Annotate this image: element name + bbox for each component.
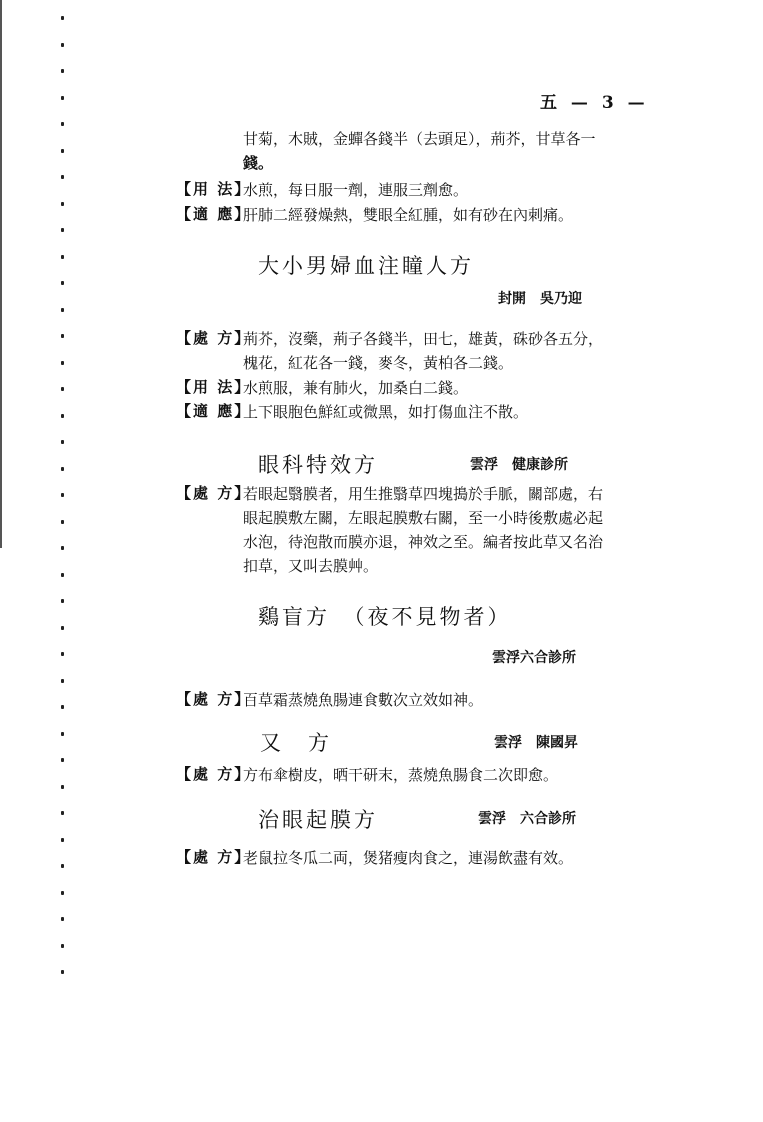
text-line: 百草霜蒸燒魚腸連食數次立效如神。 bbox=[243, 691, 484, 709]
binding-hole-dot bbox=[61, 122, 64, 126]
binding-hole-dot bbox=[61, 546, 64, 550]
binding-hole-dot bbox=[61, 361, 64, 365]
section-title: 治眼起膜方 bbox=[258, 808, 378, 832]
section-title: 大小男婦血注瞳人方 bbox=[258, 254, 474, 278]
binding-hole-dot bbox=[61, 334, 64, 338]
section-author: 雲浮 六合診所 bbox=[478, 811, 576, 827]
binding-hole-dot bbox=[61, 652, 64, 656]
prescription-label: 【處 方】 bbox=[176, 690, 252, 708]
binding-hole-dot bbox=[61, 202, 64, 206]
text-line: 水泡，待泡散而膜亦退，神效之至。編者按此草又名治 bbox=[243, 533, 604, 551]
binding-hole-dot bbox=[61, 785, 64, 789]
binding-hole-dot bbox=[61, 308, 64, 312]
text-line: 錢。 bbox=[243, 154, 274, 172]
binding-hole-dot bbox=[61, 891, 64, 895]
text-line: 槐花，紅花各一錢，麥冬，黃柏各二錢。 bbox=[243, 354, 514, 372]
binding-hole-dot bbox=[61, 705, 64, 709]
binding-hole-dot bbox=[61, 69, 64, 73]
usage-text: 水煎服，兼有肺火，加桑白二錢。 bbox=[243, 379, 469, 397]
indication-label: 【適 應】 bbox=[176, 205, 252, 223]
binding-hole-dot bbox=[61, 43, 64, 47]
section-author: 封開 吳乃迎 bbox=[498, 291, 582, 307]
binding-hole-dot bbox=[61, 387, 64, 391]
prescription-label: 【處 方】 bbox=[176, 848, 252, 866]
binding-hole-dot bbox=[61, 811, 64, 815]
prescription-label: 【處 方】 bbox=[176, 329, 252, 347]
binding-hole-dot bbox=[61, 96, 64, 100]
binding-hole-dot bbox=[61, 732, 64, 736]
binding-hole-dot bbox=[61, 944, 64, 948]
binding-hole-dot bbox=[61, 281, 64, 285]
binding-hole-dot bbox=[61, 149, 64, 153]
binding-hole-dot bbox=[61, 864, 64, 868]
page-edge-line bbox=[0, 0, 2, 548]
text-line: 若眼起翳膜者，用生推翳草四塊搗於手脈，關部處，右 bbox=[243, 485, 604, 503]
binding-hole-dot bbox=[61, 599, 64, 603]
binding-hole-dot bbox=[61, 16, 64, 20]
binding-hole-dot bbox=[61, 970, 64, 974]
indication-text: 上下眼胞色鮮紅或微黑，如打傷血注不散。 bbox=[243, 403, 529, 421]
indication-label: 【適 應】 bbox=[176, 402, 252, 420]
binding-hole-dot bbox=[61, 917, 64, 921]
section-title: 鷄盲方 （夜不見物者） bbox=[258, 605, 512, 629]
section-author: 雲浮 健康診所 bbox=[470, 457, 568, 473]
section-title: 眼科特效方 bbox=[258, 453, 378, 477]
binding-hole-dot bbox=[61, 838, 64, 842]
section-author: 雲浮 陳國昇 bbox=[494, 735, 578, 751]
binding-hole-dot bbox=[61, 255, 64, 259]
binding-hole-dot bbox=[61, 228, 64, 232]
binding-hole-dot bbox=[61, 175, 64, 179]
usage-label: 【用 法】 bbox=[176, 378, 252, 396]
usage-label: 【用 法】 bbox=[176, 180, 252, 198]
binding-hole-dot bbox=[61, 493, 64, 497]
text-line: 方布傘樹皮，晒干研末，蒸燒魚腸食二次即愈。 bbox=[243, 766, 559, 784]
text-line: 眼起膜敷左關，左眼起膜敷右關，至一小時後敷處必起 bbox=[243, 509, 604, 527]
section-title: 又 方 bbox=[260, 731, 332, 755]
binding-hole-dot bbox=[61, 440, 64, 444]
binding-hole-dot bbox=[61, 414, 64, 418]
usage-text: 水煎，每日服一劑，連服三劑愈。 bbox=[243, 181, 469, 199]
text-line: 甘菊，木賊，金蟬各錢半（去頭足），荊芥，甘草各一 bbox=[243, 130, 596, 148]
page-number: 五 — 3 — bbox=[540, 93, 649, 113]
binding-hole-dot bbox=[61, 758, 64, 762]
text-line: 老鼠拉冬瓜二両，煲猪瘦肉食之，連湯飲盡有效。 bbox=[243, 849, 574, 867]
text-line: 扣草，又叫去膜艸。 bbox=[243, 557, 379, 575]
text-line: 荊芥，沒藥，荊子各錢半，田七，雄黃，硃砂各五分， bbox=[243, 330, 604, 348]
binding-hole-dot bbox=[61, 467, 64, 471]
binding-hole-dot bbox=[61, 520, 64, 524]
section-author: 雲浮六合診所 bbox=[492, 650, 576, 666]
binding-hole-dot bbox=[61, 573, 64, 577]
binding-hole-dot bbox=[61, 626, 64, 630]
prescription-label: 【處 方】 bbox=[176, 484, 252, 502]
prescription-label: 【處 方】 bbox=[176, 765, 252, 783]
indication-text: 肝肺二經發燥熱，雙眼全紅腫，如有砂在內刺痛。 bbox=[243, 206, 574, 224]
binding-hole-dot bbox=[61, 679, 64, 683]
